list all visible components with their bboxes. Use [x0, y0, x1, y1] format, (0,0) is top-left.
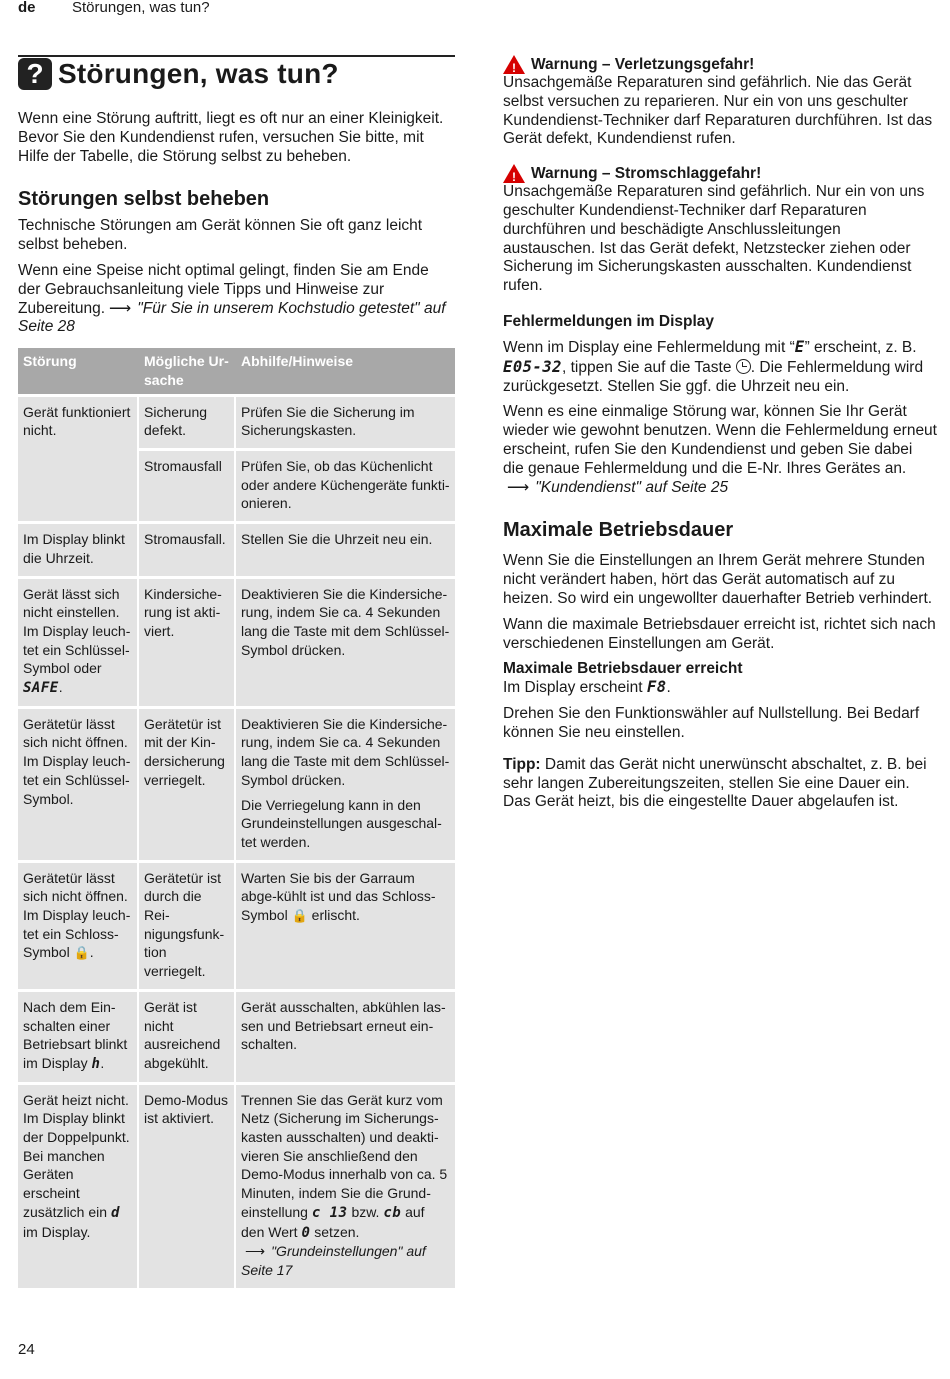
language-code: de [18, 0, 36, 16]
error-paragraph [503, 338, 937, 396]
table-row [18, 1085, 455, 1288]
cell-text: Gerät heizt nicht. Im Display blinkt der Doppelpunkt. Bei manchen Geräten erscheint zusätzlich ein [23, 1091, 130, 1220]
troubleshooting-table [18, 345, 455, 1291]
cell-paragraph [241, 1091, 450, 1243]
column-header: Abhilfe/Hinweise [236, 348, 455, 393]
text: . [666, 679, 671, 697]
display-symbol: F8 [646, 678, 667, 697]
table-cell [18, 1085, 139, 1288]
table-cell: Stellen Sie die Uhrzeit neu ein. [236, 524, 455, 575]
warning-heading [503, 164, 937, 183]
table-cell: Gerät ausschalten, abkühlen las-sen und Betriebsart erneut ein-schalten. [236, 992, 455, 1082]
intro-paragraph: Wenn eine Störung auftritt, liegt es oft nur an einer Kleinigkeit. Bevor Sie den Kundendienst rufen, versuchen Sie bitte, mit Hilfe der Tabelle, die Störung selbst zu beheben. [18, 110, 444, 165]
table-cell: Kindersiche-rung ist akti-viert. [139, 579, 236, 706]
table-header-row [18, 348, 455, 393]
arrow-right-icon: ⟶ [507, 478, 530, 496]
display-symbol: d [110, 1204, 120, 1221]
lock-icon: 🔒 [291, 908, 308, 924]
cell-reference [241, 1242, 450, 1279]
warning-text: Unsachgemäße Reparaturen sind gefährlich. Nie das Gerät selbst versuchen zu reparieren. Nur ein von uns geschulter Kundendienst-Techniker darf Reparaturen durchführen. Ist das Gerät defekt, Kundendienst rufen. [503, 74, 933, 148]
table-cell [236, 1085, 455, 1288]
arrow-right-icon: ⟶ [109, 299, 132, 317]
paragraph: Drehen Sie den Funktionswähler auf Nullstellung. Bei Bedarf können Sie neu einstellen. [503, 705, 920, 741]
table-cell: Stromausfall [139, 451, 236, 521]
paragraph [503, 678, 937, 698]
table-row [18, 863, 455, 989]
table-cell: Gerät ist nicht ausreichend abgekühlt. [139, 992, 236, 1082]
table-cell: Im Display blinkt die Uhrzeit. [18, 524, 139, 575]
display-symbol: c 13 [311, 1204, 348, 1221]
cell-text-end: . [89, 944, 94, 961]
text: , tippen Sie auf die Taste [562, 358, 732, 376]
page-title: Störungen, was tun? [58, 58, 339, 89]
warning-text: Unsachgemäße Reparaturen sind gefährlich. Nur ein von uns geschulter Kundendienst-Techniker darf Reparaturen durchführen und beschädigte Anschlussleitungen austauschen. Ist das Gerät defekt, Netzstecker ziehen oder Sicherung im Sicherungskasten ausschalten. Kundendienst rufen. [503, 183, 925, 295]
table-cell [18, 863, 139, 989]
table-cell: Sicherung defekt. [139, 397, 236, 448]
subheading: Maximale Betriebsdauer erreicht [503, 660, 743, 678]
table-cell: Gerätetür lässt sich nicht öffnen. Im Display leuch-tet ein Schlüssel-Symbol. [18, 709, 139, 860]
warning-triangle-icon: ! [503, 55, 525, 74]
cell-text: bzw. [351, 1203, 380, 1220]
cell-text-end: . [100, 1054, 105, 1071]
text: Wenn im Display eine Fehlermeldung mit “ [503, 338, 795, 356]
display-symbol: SAFE [23, 680, 59, 697]
cell-text-end: . [58, 679, 63, 696]
table-cell: Prüfen Sie die Sicherung im Sicherungskasten. [236, 397, 455, 448]
right-column [503, 55, 937, 812]
text: . Die Fehlermeldung wird zurückgesetzt. Stellen Sie ggf. die Uhrzeit neu ein. [503, 358, 924, 395]
paragraph-2-text: Wenn eine Speise nicht optimal gelingt, finden Sie am Ende der Gebrauchsanleitung viele Tipps und Hinweise zur Zubereitung. [18, 261, 429, 317]
display-symbol: 0 [301, 1224, 311, 1241]
cell-text: Gerätetür lässt sich nicht öffnen. Im Display leuch-tet ein Schloss-Symbol [23, 869, 131, 961]
column-header: Mögliche Ur-sache [139, 348, 236, 393]
table-row [18, 524, 455, 575]
table-cell: Prüfen Sie, ob das Küchenlicht oder andere Küchengeräte funkti-onieren. [236, 451, 455, 521]
display-symbol: E [794, 337, 805, 356]
warning-title: Warnung – Verletzungsgefahr! [531, 56, 755, 73]
clock-icon [736, 359, 751, 374]
cell-text: auf den Wert [241, 1203, 425, 1240]
warning-triangle-icon: ! [503, 164, 525, 183]
paragraph: Wann die maximale Betriebsdauer erreicht ist, richtet sich nach verschiedenen Einstellungen am Gerät. [503, 615, 936, 652]
table-row [18, 709, 455, 860]
header-title: Störungen, was tun? [72, 0, 210, 16]
section-title: Maximale Betriebsdauer [503, 519, 734, 542]
table-cell: Gerätetür ist mit der Kin-dersicherung verriegelt. [139, 709, 236, 860]
cross-reference-link[interactable]: "Grundeinstellungen" auf Seite 17 [241, 1243, 426, 1278]
error-paragraph-2 [503, 403, 937, 497]
cell-text: Trennen Sie das Gerät kurz vom Netz (Sicherung im Sicherungs-kasten ausschalten) und deakti-vieren Sie anschließend den Demo-Modus innerhalb von ca. 5 Minuten, indem Sie die Grund-einstellung [241, 1091, 448, 1220]
tip-text: Damit das Gerät nicht unerwünscht abschaltet, z. B. bei sehr langen Zubereitungszeiten, stellen Sie eine Dauer ein. Das Gerät heizt, bis die eingestellte Dauer abgelaufen ist. [503, 755, 927, 811]
warning-title: Warnung – Stromschlaggefahr! [531, 165, 762, 183]
cross-reference-link[interactable]: "Kundendienst" auf Seite 25 [535, 478, 729, 496]
display-symbol: E05-32 [503, 357, 562, 376]
lock-icon: 🔒 [73, 945, 90, 961]
table-cell [236, 863, 455, 989]
tip-paragraph [503, 756, 937, 812]
cell-text: Nach dem Ein-schalten einer Betriebsart blinkt im Display [23, 998, 128, 1071]
text: Im Display erscheint [503, 679, 643, 697]
table-cell: Gerätetür ist durch die Rei-nigungsfunk-tion verriegelt. [139, 863, 236, 989]
column-header: Störung [18, 348, 139, 393]
table-row [18, 579, 455, 706]
table-cell: Stromausfall. [139, 524, 236, 575]
cell-paragraph: Die Verriegelung kann in den Grundeinstellungen ausgeschal-tet werden. [241, 796, 442, 850]
tip-label: Tipp: [503, 755, 541, 773]
left-column [18, 55, 455, 1291]
arrow-right-icon: ⟶ [245, 1243, 266, 1260]
paragraph-1: Technische Störungen am Gerät können Sie oft ganz leicht selbst beheben. [18, 217, 423, 254]
table-row [18, 992, 455, 1082]
main-heading [18, 55, 455, 89]
table-cell [18, 579, 139, 706]
cell-text: Warten Sie bis der Garraum abge-kühlt ist und das Schloss-Symbol [241, 869, 436, 924]
text: ” erscheint, z. B. [804, 338, 917, 356]
table-cell: Demo-Modus ist aktiviert. [139, 1085, 236, 1288]
table-cell [236, 709, 455, 860]
cell-text-end: erlischt. [311, 907, 360, 924]
display-symbol: cb [383, 1204, 402, 1221]
cell-text: setzen. [314, 1223, 360, 1240]
paragraph: Wenn Sie die Einstellungen an Ihrem Gerät mehrere Stunden nicht verändert haben, hört das Gerät automatisch auf zu heizen. So wird ein ungewollter dauerhafter Betrieb verhindert. [503, 552, 933, 607]
cell-paragraph: Deaktivieren Sie die Kindersiche-rung, indem Sie ca. 4 Sekunden lang die Taste mit dem Schlüssel-Symbol drücken. [241, 715, 450, 788]
text: Wenn es eine einmalige Störung war, können Sie Ihr Gerät wieder wie gewohnt benutzen. Wenn die Fehlermeldung erneut erscheint, rufen Sie den Kundendienst und geben Sie dabei die genaue Fehlermeldung und die E-Nr. Ihres Gerätes an. [503, 403, 937, 477]
section-title: Störungen selbst beheben [18, 188, 270, 211]
question-icon: ? [18, 58, 52, 90]
cell-text-end: im Display. [23, 1223, 91, 1240]
page-number: 24 [18, 1341, 35, 1358]
display-symbol: h [91, 1055, 101, 1072]
cell-text: Gerät lässt sich nicht einstellen. Im Display leuch-tet ein Schlüssel-Symbol oder [23, 585, 131, 677]
cross-reference-link[interactable]: "Für Sie in unserem Kochstudio getestet" auf Seite 28 [18, 299, 446, 336]
subsection-title: Fehlermeldungen im Display [503, 312, 715, 330]
table-row [18, 397, 455, 448]
table-cell [18, 992, 139, 1082]
paragraph-2 [18, 262, 455, 337]
warning-heading [503, 55, 937, 74]
table-cell: Gerät funktioniert nicht. [18, 397, 139, 522]
table-cell: Deaktivieren Sie die Kindersiche-rung, indem Sie ca. 4 Sekunden lang die Taste mit dem Schlüssel-Symbol drücken. [236, 579, 455, 706]
